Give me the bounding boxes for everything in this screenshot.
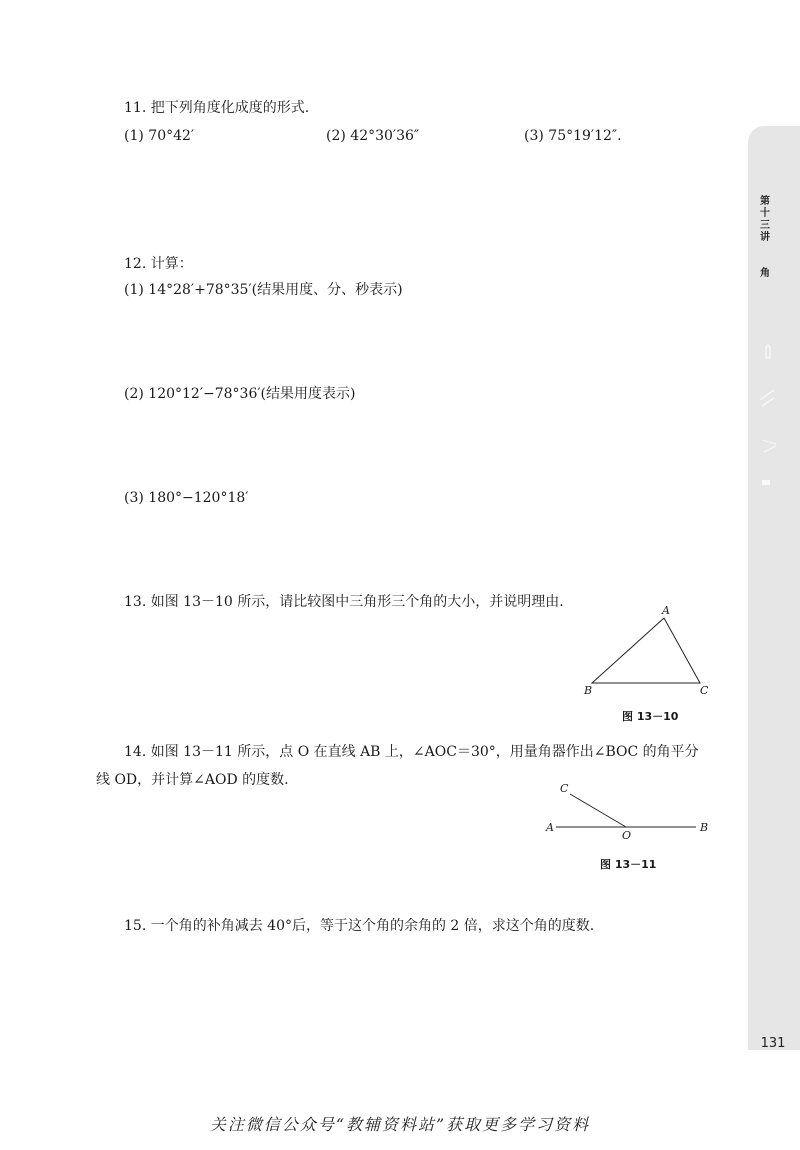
decor-mark-2 — [760, 390, 774, 406]
side-decoration — [756, 340, 786, 500]
decor-mark-3 — [762, 440, 776, 452]
q11-part-2: (2) 42°30′36″ — [326, 128, 420, 144]
decor-mark-1 — [766, 345, 770, 358]
label-a: A — [546, 821, 554, 834]
label-c: C — [700, 684, 709, 697]
footer-note: 关注微信公众号“教辅资料站”获取更多学习资料 — [209, 1115, 591, 1134]
figure-13-10-caption: 图 13－10 — [622, 710, 679, 723]
label-a: A — [662, 604, 670, 617]
side-tab — [748, 126, 800, 1050]
ray-oc — [570, 794, 626, 827]
q12-part-1: (1) 14°28′+78°35′(结果用度、分、秒表示) — [124, 282, 403, 298]
figure-13-10 — [578, 602, 718, 698]
label-b: B — [584, 684, 593, 697]
chapter-label: 第十三讲 — [760, 196, 770, 243]
figure-13-11 — [540, 776, 716, 840]
label-o: O — [622, 829, 632, 840]
q15-stem: 15. 一个角的补角减去 40°后，等于这个角的余角的 2 倍，求这个角的度数. — [124, 918, 595, 934]
decor-mark-4 — [762, 480, 770, 485]
label-c: C — [560, 782, 569, 795]
label-b: B — [700, 821, 709, 834]
q11-part-3: (3) 75°19′12″. — [524, 128, 622, 144]
q12-part-2: (2) 120°12′−78°36′(结果用度表示) — [124, 386, 356, 402]
q14-line-2: 线 OD，并计算∠AOD 的度数. — [96, 772, 289, 788]
triangle-abc — [592, 618, 700, 683]
q11-stem: 11. 把下列角度化成度的形式. — [124, 100, 310, 116]
q13-stem: 13. 如图 13－10 所示，请比较图中三角形三个角的大小，并说明理由. — [124, 594, 564, 610]
q11-part-1: (1) 70°42′ — [124, 128, 195, 144]
q12-part-3: (3) 180°−120°18′ — [124, 490, 249, 506]
topic-label: 角 — [760, 268, 770, 279]
figure-13-11-caption: 图 13－11 — [600, 858, 657, 871]
q14-line-1: 14. 如图 13－11 所示，点 O 在直线 AB 上，∠AOC＝30°，用量角器作出∠BOC 的角平分 — [124, 744, 699, 760]
page-number: 131 — [760, 1036, 786, 1051]
q12-stem: 12. 计算： — [124, 256, 193, 272]
